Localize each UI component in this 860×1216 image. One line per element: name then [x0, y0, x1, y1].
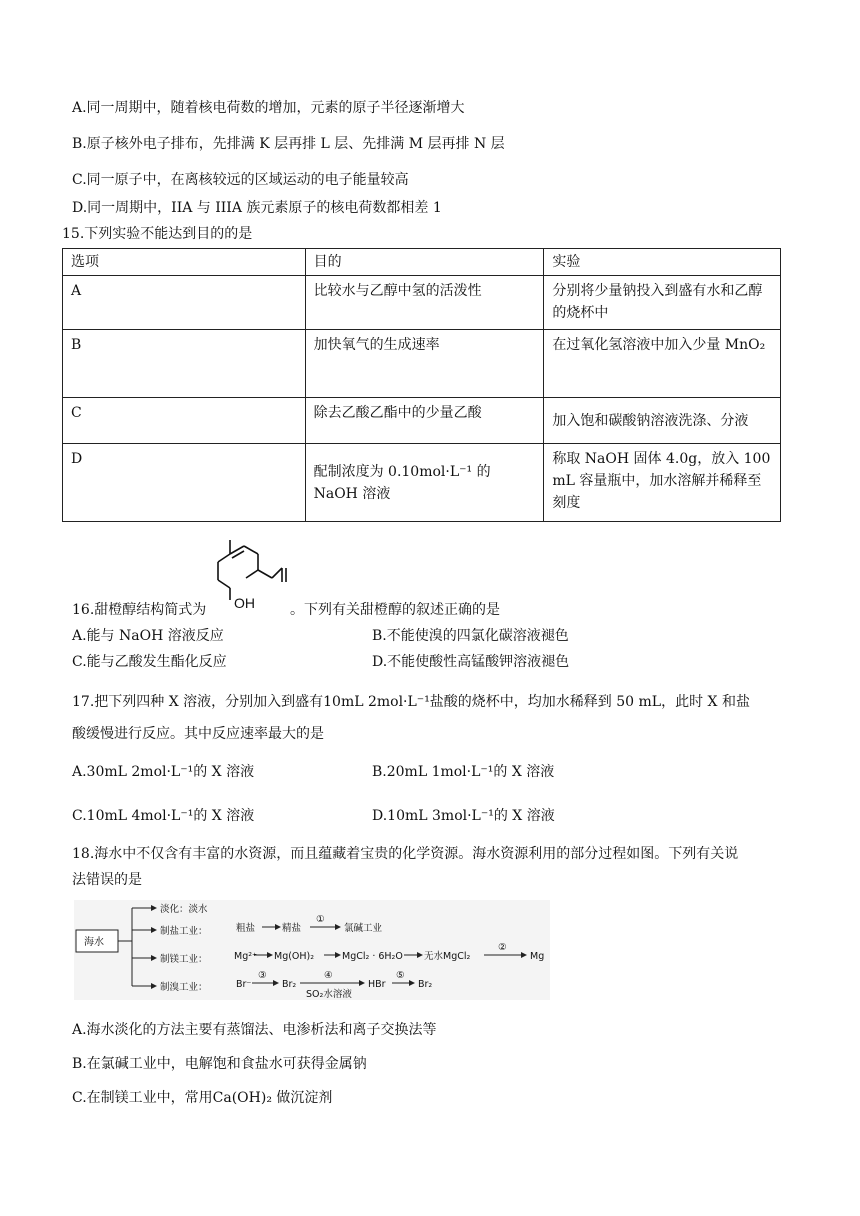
table-row: [63, 444, 781, 522]
seawater-resource-flow-diagram: [74, 900, 550, 1000]
q17-option-d: D.10mL 3mol·L⁻¹的 X 溶液: [372, 808, 555, 824]
sweet-orange-alcohol-structure-icon: [212, 536, 292, 616]
q14-option-a: A.同一周期中，随着核电荷数的增加，元素的原子半径逐渐增大: [72, 100, 465, 116]
q16-option-c: C.能与乙酸发生酯化反应: [72, 654, 227, 670]
mg-product: Mg: [530, 951, 545, 962]
salt-branch-label: 制盐工业：: [160, 926, 208, 937]
q16-option-a: A.能与 NaOH 溶液反应: [72, 628, 224, 644]
br-branch-label: 制溴工业：: [160, 982, 208, 993]
br2-first: Br₂: [282, 979, 297, 990]
mg-ion: Mg²⁺: [234, 951, 258, 962]
chlor-alkali-industry: 氯碱工业: [344, 923, 383, 934]
q15-stem: 15.下列实验不能达到目的的是: [62, 226, 253, 242]
table-row: [63, 398, 781, 444]
cell-experiment: 加入饱和碳酸钠溶液洗涤、分液: [544, 398, 781, 444]
header-purpose: 目的: [305, 249, 544, 276]
cell-option: C: [63, 398, 306, 444]
step-1-label: ①: [316, 914, 325, 925]
mg-hydroxide: Mg(OH)₂: [274, 951, 315, 962]
header-option: 选项: [63, 249, 306, 276]
q18-stem-line1: 18.海水中不仅含有丰富的水资源，而且蕴藏着宝贵的化学资源。海水资源利用的部分过程如图。下列有关说: [72, 846, 739, 862]
q16-stem-suffix: 。下列有关甜橙醇的叙述正确的是: [290, 602, 500, 618]
q17-option-a: A.30mL 2mol·L⁻¹的 X 溶液: [72, 764, 255, 780]
hbr: HBr: [368, 979, 386, 990]
q17-stem-line1: 17.把下列四种 X 溶液，分别加入到盛有10mL 2mol·L⁻¹盐酸的烧杯中，均加水稀释到 50 mL，此时 X 和盐: [72, 694, 750, 710]
cell-experiment: 在过氧化氢溶液中加入少量 MnO₂: [544, 330, 781, 398]
q15-table: [62, 248, 781, 522]
q14-option-d: D.同一周期中，IIA 与 IIIA 族元素原子的核电荷数都相差 1: [72, 200, 442, 216]
q16-option-d: D.不能使酸性高锰酸钾溶液褪色: [372, 654, 570, 670]
cell-option: B: [63, 330, 306, 398]
cell-option: D: [63, 444, 306, 522]
q16-option-b: B.不能使溴的四氯化碳溶液褪色: [372, 628, 569, 644]
q16-stem-prefix: 16.甜橙醇结构简式为: [72, 602, 207, 618]
mg-branch-label: 制镁工业：: [160, 954, 208, 965]
cell-experiment: 分别将少量钠投入到盛有水和乙醇的烧杯中: [544, 276, 781, 330]
cell-purpose: 配制浓度为 0.10mol·L⁻¹ 的 NaOH 溶液: [305, 444, 544, 522]
q18-option-a: A.海水淡化的方法主要有蒸馏法、电渗析法和离子交换法等: [72, 1022, 437, 1038]
header-experiment: 实验: [544, 249, 781, 276]
q17-option-c: C.10mL 4mol·L⁻¹的 X 溶液: [72, 808, 255, 824]
anhydrous-mg-chloride: 无水MgCl₂: [424, 951, 471, 962]
q14-option-c: C.同一原子中，在离核较远的区域运动的电子能量较高: [72, 172, 409, 188]
q18-option-c: C.在制镁工业中，常用Ca(OH)₂ 做沉淀剂: [72, 1090, 333, 1106]
so2-solution: SO₂水溶液: [306, 989, 352, 1000]
mg-chloride-hydrate: MgCl₂ · 6H₂O: [342, 951, 403, 962]
cell-experiment: 称取 NaOH 固体 4.0g，放入 100 mL 容量瓶中，加水溶解并稀释至刻度: [544, 444, 781, 522]
q18-stem-line2: 法错误的是: [72, 872, 142, 888]
crude-salt: 粗盐: [236, 923, 256, 934]
step-5-label: ⑤: [396, 970, 405, 981]
step-3-label: ③: [258, 970, 267, 981]
cell-purpose: 加快氧气的生成速率: [305, 330, 544, 398]
q14-option-b: B.原子核外电子排布，先排满 K 层再排 L 层、先排满 M 层再排 N 层: [72, 136, 505, 152]
step-2-label: ②: [498, 942, 507, 953]
cell-option: A: [63, 276, 306, 330]
desal-branch: 淡化：淡水: [160, 904, 208, 915]
table-row: [63, 276, 781, 330]
q17-option-b: B.20mL 1mol·L⁻¹的 X 溶液: [372, 764, 555, 780]
oh-label: OH: [234, 595, 255, 611]
step-4-label: ④: [324, 970, 333, 981]
cell-purpose: 比较水与乙醇中氢的活泼性: [305, 276, 544, 330]
table-header-row: [63, 249, 781, 276]
q18-option-b: B.在氯碱工业中，电解饱和食盐水可获得金属钠: [72, 1056, 367, 1072]
seawater-label: 海水: [84, 937, 104, 948]
q17-stem-line2: 酸缓慢进行反应。其中反应速率最大的是: [72, 726, 324, 742]
br-ion: Br⁻: [236, 979, 252, 990]
br2-second: Br₂: [418, 979, 433, 990]
cell-purpose: 除去乙酸乙酯中的少量乙酸: [305, 398, 544, 444]
table-row: [63, 330, 781, 398]
refined-salt: 精盐: [282, 923, 302, 934]
